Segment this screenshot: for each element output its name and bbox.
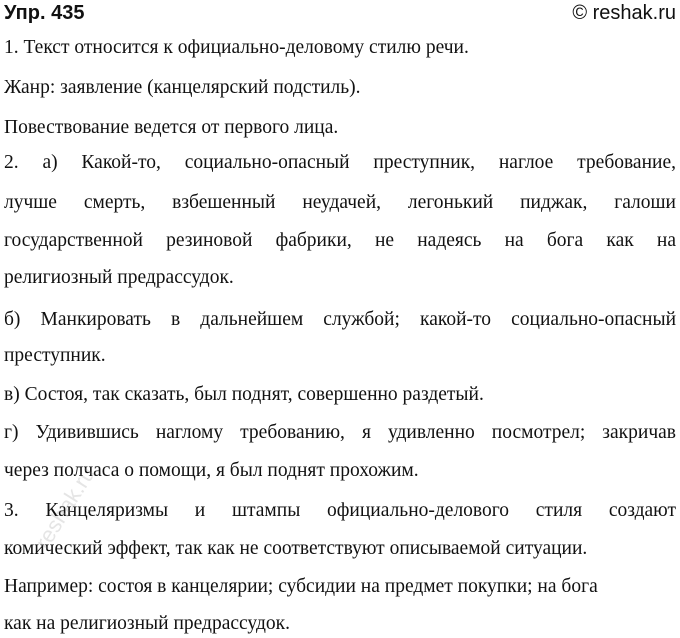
text-line: в) Состоя, так сказать, был поднят, совершенно раздетый. [4,384,484,405]
source-credit: © reshak.ru [572,2,676,24]
text-line: государственной резиновой фабрики, не надеясь на бога как на [4,230,676,251]
page-header [4,0,676,30]
text-line: б) Манкировать в дальнейшем службой; какой-то социально-опасный [4,309,676,330]
watermark: reshak.ru [30,462,100,554]
text-line: Например: состоя в канцелярии; субсидии на предмет покупки; на бога [4,576,598,597]
text-line: 3. Канцеляризмы и штампы официально-делового стиля создают [4,500,676,521]
exercise-title: Упр. 435 [4,2,85,24]
text-line: лучше смерть, взбешенный неудачей, легонький пиджак, галоши [4,192,676,213]
text-line: Жанр: заявление (канцелярский подстиль). [4,77,361,98]
text-line: 1. Текст относится к официально-деловому стилю речи. [4,37,469,58]
text-line: Повествование ведется от первого лица. [4,117,339,138]
text-line: 2. а) Какой-то, социально-опасный преступник, наглое требование, [4,152,676,173]
text-line: религиозный предрассудок. [4,267,234,288]
text-line: комический эффект, так как не соответствуют описываемой ситуации. [4,538,588,559]
text-line: г) Удивившись наглому требованию, я удивленно посмотрел; закричав [4,422,676,443]
text-line: как на религиозный предрассудок. [4,613,290,634]
text-line: преступник. [4,345,106,366]
text-line: через полчаса о помощи, я был поднят прохожим. [4,460,419,481]
